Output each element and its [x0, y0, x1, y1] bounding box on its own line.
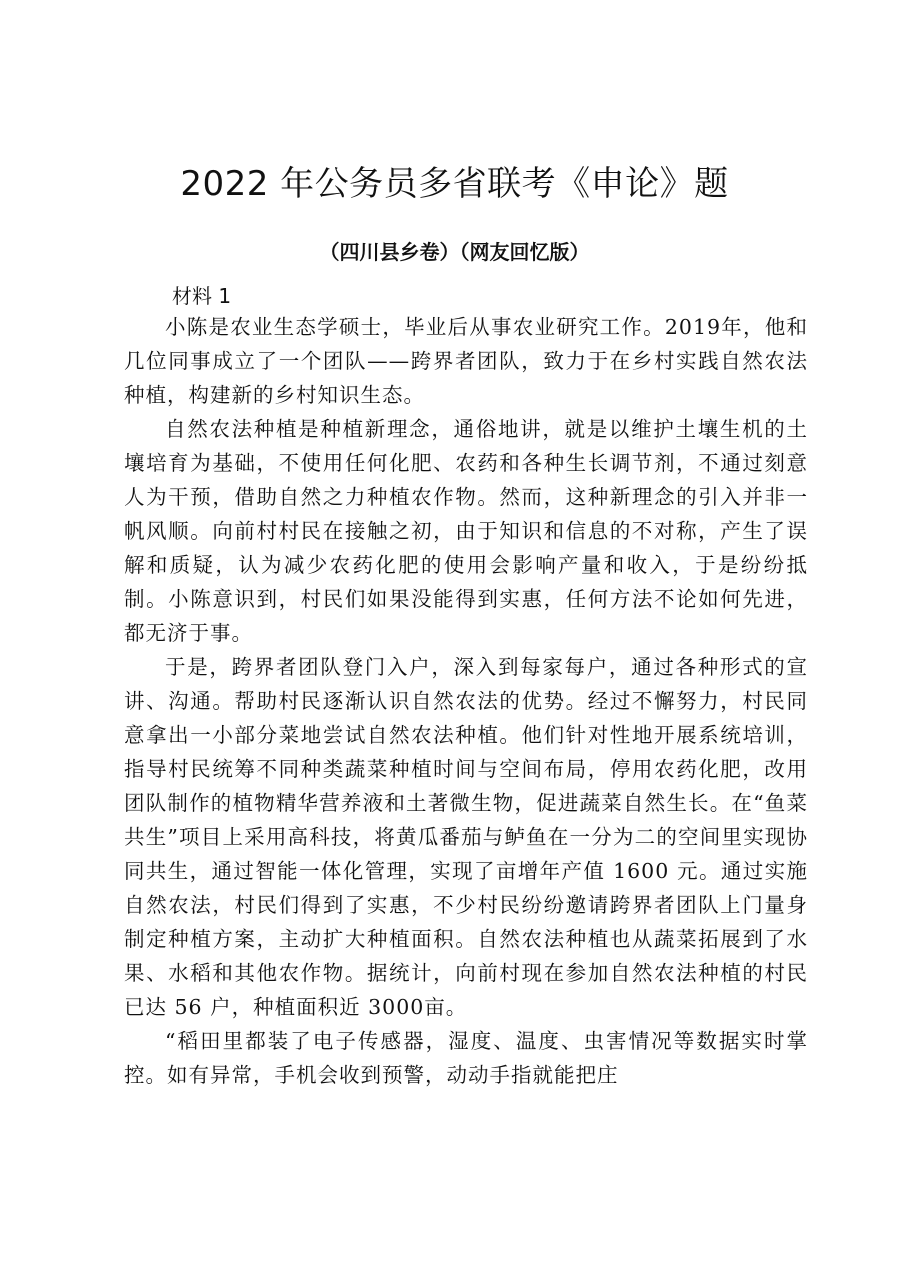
paragraph-1: 小陈是农业生态学硕士，毕业后从事农业研究工作。2019年，他和几位同事成立了一个团队——跨界者团队，致力于在乡村实践自然农法种植，构建新的乡村知识生态。	[124, 315, 808, 407]
paragraph-4: “稻田里都装了电子传感器，湿度、温度、虫害情况等数据实时掌控。如有异常，手机会收到预警，动动手指就能把庄	[124, 1029, 808, 1087]
document-subtitle: （四川县乡卷）（网友回忆版）	[319, 240, 590, 264]
paragraph-3: 于是，跨界者团队登门入户，深入到每家每户，通过各种形式的宣讲、沟通。帮助村民逐渐认识自然农法的优势。经过不懈努力，村民同意拿出一小部分菜地尝试自然农法种植。他们针对性地开展系统培训，指导村民统筹不同种类蔬菜种植时间与空间布局，停用农药化肥，改用团队制作的植物精华营养液和土著微生物，促进蔬菜自然生长。在“鱼菜共生”项目上采用高科技，将黄瓜番茄与鲈鱼在一分为二的空间里实现协同共生，通过智能一体化管理，实现了亩增年产值 1600 元。通过实施自然农法，村民们得到了实惠，不少村民纷纷邀请跨界者团队上门量身制定种植方案，主动扩大种植面积。自然农法种植也从蔬菜拓展到了水果、水稻和其他农作物。据统计，向前村现在参加自然农法种植的村民已达 56 户，种植面积近 3000亩。	[124, 655, 808, 1019]
material-label: 材料 1	[172, 284, 232, 308]
material-body	[124, 310, 808, 1092]
document-title: 2022 年公务员多省联考《申论》题	[180, 164, 729, 204]
paragraph-2: 自然农法种植是种植新理念，通俗地讲，就是以维护土壤生机的土壤培育为基础，不使用任何化肥、农药和各种生长调节剂，不通过刻意人为干预，借助自然之力种植农作物。然而，这种新理念的引入并非一帆风顺。向前村村民在接触之初，由于知识和信息的不对称，产生了误解和质疑，认为减少农药化肥的使用会影响产量和收入，于是纷纷抵制。小陈意识到，村民们如果没能得到实惠，任何方法不论如何先进，都无济于事。	[124, 417, 808, 645]
